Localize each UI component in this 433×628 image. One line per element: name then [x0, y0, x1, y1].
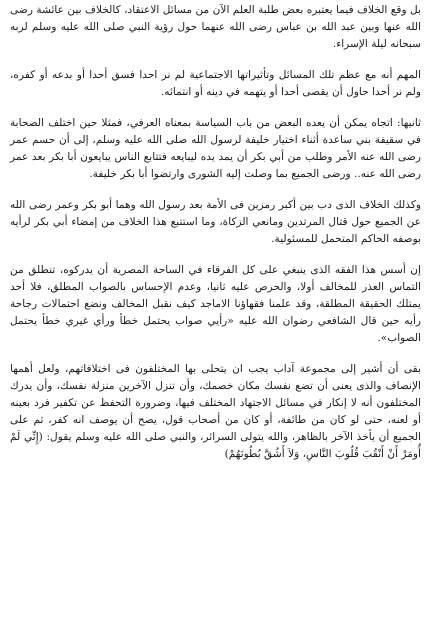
article-paragraph: إن أسس هذا الفقه الذى ينبغي على كل الفرقاء في الساحة المصرية أن يدركوه، تنطلق من التماس العذر للمخالف أولا، والحرص عليه ثانيا، وعدم الإحساس بالصواب المطلق، فلا أحد يمتلك الحقيقة المطلقة، وقد علمنا فقهاؤنا الاماجد كيف نقبل المخالف ونضع احتمالات رجاحة رأيه حين قال الشافعي رضوان الله عليه «رأيي صواب يحتمل خطأ ورأي غيري خطأ يحتمل الصواب».: [10, 264, 421, 344]
article-paragraph: بل وقع الخلاف فيما يعتبره بعض طلبة العلم الآن من مسائل الاعتقاد، كالخلاف بين عائشة رضى الله عنها وبين عبد الله بن عباس رضى الله عنهما حول رؤية النبي صلى الله عليه وسلم لربه سبحانه ليلة الإسراء.: [10, 4, 421, 50]
article-paragraph: وكذلك الخلاف الذى دب بين أكبر رمزين فى الأمة بعد رسول الله وهما أبو بكر وعمر رضى الله عن الجميع حول قتال المرتدين ومانعي الزكاة، وما استتبع هذا الخلاف من إمضاء أبي بكر لرأيه بوصفه الحاكم المتحمل للمسئولية.: [10, 199, 421, 245]
article-paragraph: المهم أنه مع عظم تلك المسائل وتأثيراتها الاجتماعية لم نر احدا فسق أحدا أو بدعه أو كفره، ولم نر أحدا حاول أن يقصى أحدا أو يتهمه في دينه أو انتمائه.: [10, 69, 421, 98]
article-paragraph: بقى أن أشير إلى مجموعة آداب يجب ان يتحلى بها المختلفون فى اختلافاتهم، ولعل أهمها الإنصاف والذى يعنى أن تضع نفسك مكان خصمك، وأن تنزل الآخرين منزلة نفسك، وأن يدرك المختلفون أنه لا إنكار في مسائل الاجتهاد المختلف فيها، وضرورة التحفظ عن تكفير فرد بعينه أو لعنه، حتى لو كان من طائفة، أو كان من أصحاب قول، يصح أن يوصف انه كفر، ثم على الجميع أن يأخذ الآخر بالظاهر، والله يتولى السرائر، والنبي صلى الله عليه وسلم يقول: (إِنِّي لَمْ أُومَرْ أَنْ أَنْقُبَ قُلُوبَ النَّاسِ، وَلاَ أَشُقَّ بُطُونَهُمْ): [10, 363, 421, 460]
article-paragraph: ثانيها: اتجاه يمكن أن يعده البعض من باب السياسة بمعناه العرفي، فمثلا حين اختلف الصحابة في سقيفة بني ساعدة أثناء اختيار خليفة لرسول الله صلى الله عليه وسلم، إلى أن حسم عمر رضى الله عنه الأمر وطلب من أبي بكر أن يمد يده ليبايعه فتتابع الناس يبايعون أبا بكر بعد عمر رضى الله عنه.. ورضى الجميع بما وصلت إليه الشورى وارتضوا أبا بكر خليفة.: [10, 117, 421, 180]
